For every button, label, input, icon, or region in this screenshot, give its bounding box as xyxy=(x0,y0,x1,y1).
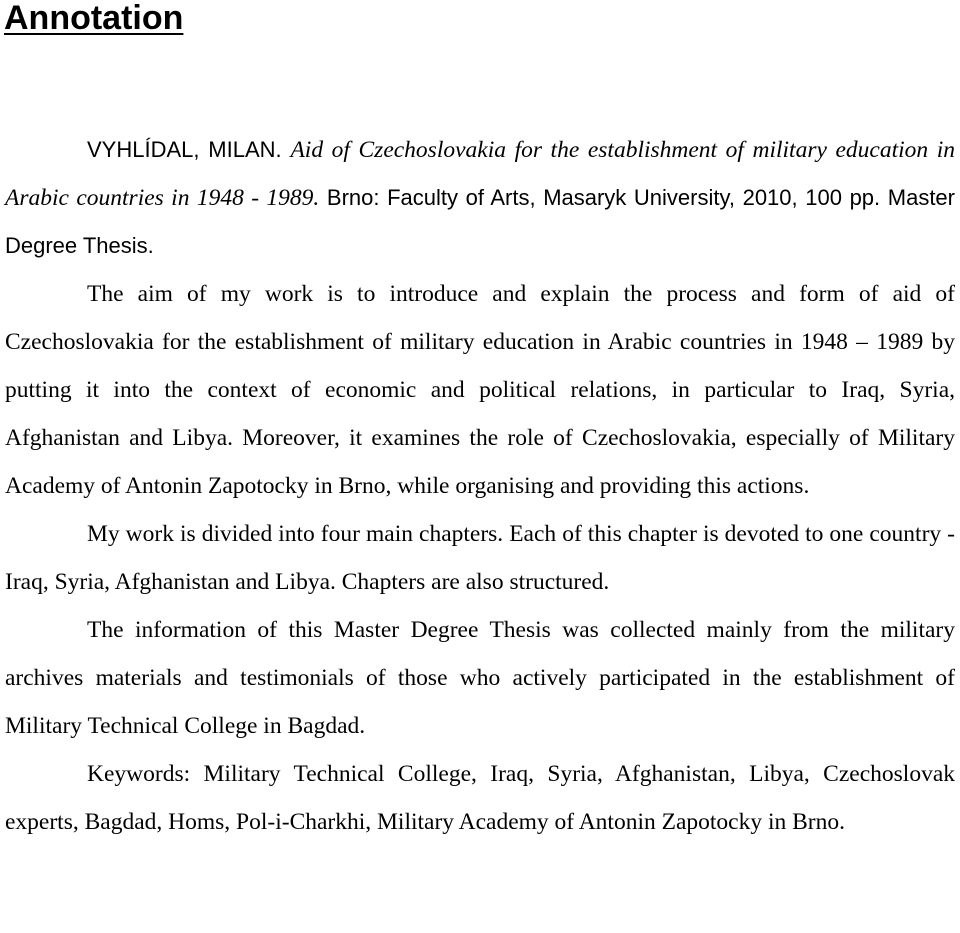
citation-details: Brno: Faculty of Arts, Masaryk University, 2010, 100 pp. Master Degree Thesis. xyxy=(5,185,955,258)
aim-paragraph: The aim of my work is to introduce and explain the process and form of aid of Czechoslovakia for the establishment of military education in Arabic countries in 1948 – 1989 by putting it into the context of economic and political relations, in particular to Iraq, Syria, Afghanistan and Libya. Moreover, it examines the role of Czechoslovakia, especially of Military Academy of Antonin Zapotocky in Brno, while organising and providing this actions. xyxy=(5,281,955,499)
sources-paragraph: The information of this Master Degree Thesis was collected mainly from the military archives materials and testimonials of those who actively participated in the establishment of Military Technical College in Bagdad. xyxy=(5,617,955,739)
page-title: Annotation xyxy=(4,0,184,37)
citation-paragraph xyxy=(5,126,955,270)
citation-author: VYHLÍDAL, MILAN. xyxy=(87,137,291,162)
citation-title: Aid of Czechoslovakia for the establishment of military education in Arabic countries in 1948 - 1989. xyxy=(5,137,955,211)
annotation-body xyxy=(5,126,955,846)
structure-paragraph: My work is divided into four main chapters. Each of this chapter is devoted to one country - Iraq, Syria, Afghanistan and Libya. Chapters are also structured. xyxy=(5,521,955,595)
keywords-paragraph: Keywords: Military Technical College, Iraq, Syria, Afghanistan, Libya, Czechoslovak experts, Bagdad, Homs, Pol-i-Charkhi, Military Academy of Antonin Zapotocky in Brno. xyxy=(5,761,955,835)
